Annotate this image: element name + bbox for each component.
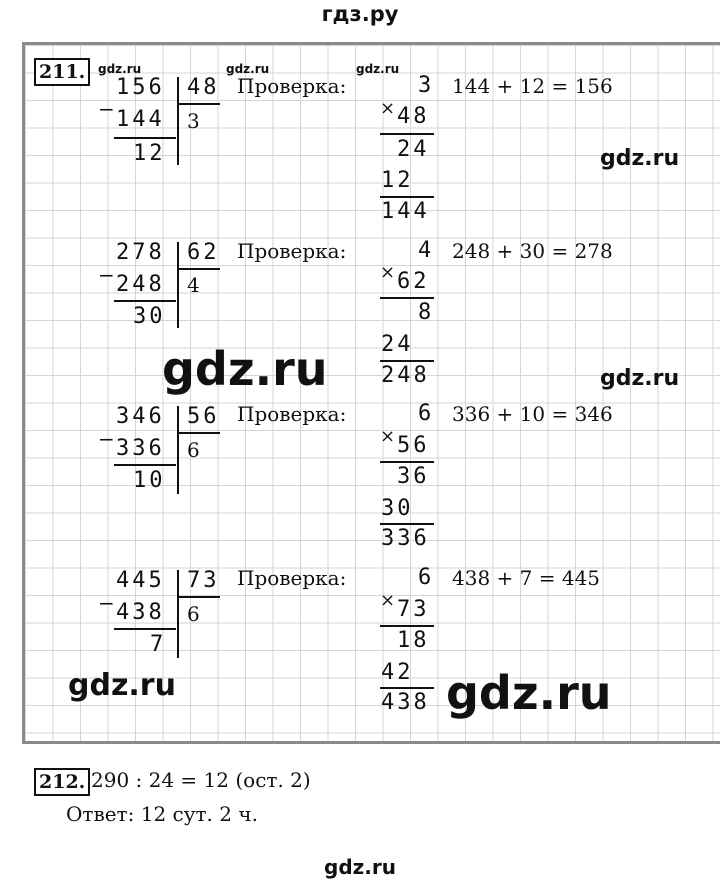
subtrahend: 144 xyxy=(116,107,165,132)
quotient: 4 xyxy=(187,273,200,297)
product-line xyxy=(380,133,434,135)
divisor-underline xyxy=(178,268,220,270)
subtraction-line xyxy=(114,137,176,139)
minus-sign: − xyxy=(98,591,115,615)
product: 336 xyxy=(381,526,430,551)
watermark: gdz.ru xyxy=(226,62,270,76)
remainder: 7 xyxy=(150,632,167,657)
product: 248 xyxy=(381,363,430,388)
division-bar xyxy=(177,242,179,328)
check-label: Проверка: xyxy=(237,566,347,590)
check-equation: 438 + 7 = 445 xyxy=(452,566,601,590)
remainder: 30 xyxy=(133,304,166,329)
multiplier-top: 6 xyxy=(418,565,435,590)
remainder: 12 xyxy=(133,141,166,166)
multiplier-bottom: 48 xyxy=(397,104,430,129)
times-sign: × xyxy=(380,262,396,283)
watermark: gdz.ru xyxy=(600,146,680,171)
divisor: 73 xyxy=(187,568,220,593)
times-sign: × xyxy=(380,98,396,119)
division-bar xyxy=(177,77,179,165)
footer-watermark: gdz.ru xyxy=(324,855,396,879)
partial-product-2: 24 xyxy=(381,332,414,357)
task-212-number: 212. xyxy=(34,768,90,796)
partial-product-1: 24 xyxy=(397,137,430,162)
multiplier-top: 4 xyxy=(418,238,435,263)
divisor-underline xyxy=(178,596,220,598)
product-line xyxy=(380,625,434,627)
divisor: 56 xyxy=(187,404,220,429)
subtrahend: 336 xyxy=(116,436,165,461)
divisor-underline xyxy=(178,103,220,105)
check-label: Проверка: xyxy=(237,402,347,426)
task-211-number: 211. xyxy=(34,58,90,86)
sum-line xyxy=(380,523,434,525)
quotient: 6 xyxy=(187,602,200,626)
sum-line xyxy=(380,196,434,198)
minus-sign: − xyxy=(98,97,115,121)
site-header: гдз.ру xyxy=(321,2,399,26)
divisor: 62 xyxy=(187,240,220,265)
division-bar xyxy=(177,570,179,658)
times-sign: × xyxy=(380,426,396,447)
watermark: gdz.ru xyxy=(600,366,680,391)
subtrahend: 248 xyxy=(116,272,165,297)
dividend: 278 xyxy=(116,240,165,265)
watermark-large: gdz.ru xyxy=(446,666,612,720)
quotient: 6 xyxy=(187,438,200,462)
multiplier-top: 3 xyxy=(418,73,435,98)
dividend: 445 xyxy=(116,568,165,593)
task-212-answer: Ответ: 12 сут. 2 ч. xyxy=(66,802,258,826)
product-line xyxy=(380,297,434,299)
partial-product-1: 8 xyxy=(418,300,435,325)
watermark-large: gdz.ru xyxy=(162,342,328,396)
partial-product-2: 30 xyxy=(381,496,414,521)
dividend: 156 xyxy=(116,75,165,100)
remainder: 10 xyxy=(133,468,166,493)
task-212-expression: 290 : 24 = 12 (ост. 2) xyxy=(91,768,311,792)
divisor: 48 xyxy=(187,75,220,100)
sum-line xyxy=(380,360,434,362)
minus-sign: − xyxy=(98,263,115,287)
watermark: gdz.ru xyxy=(356,62,400,76)
multiplier-bottom: 73 xyxy=(397,597,430,622)
multiplier-top: 6 xyxy=(418,401,435,426)
partial-product-2: 42 xyxy=(381,660,414,685)
dividend: 346 xyxy=(116,404,165,429)
check-label: Проверка: xyxy=(237,239,347,263)
subtraction-line xyxy=(114,464,176,466)
check-equation: 336 + 10 = 346 xyxy=(452,402,613,426)
check-equation: 248 + 30 = 278 xyxy=(452,239,613,263)
divisor-underline xyxy=(178,432,220,434)
product: 438 xyxy=(381,690,430,715)
subtraction-line xyxy=(114,628,176,630)
subtrahend: 438 xyxy=(116,600,165,625)
division-bar xyxy=(177,406,179,494)
quotient: 3 xyxy=(187,109,200,133)
partial-product-1: 36 xyxy=(397,464,430,489)
partial-product-1: 18 xyxy=(397,628,430,653)
watermark: gdz.ru xyxy=(98,62,142,76)
subtraction-line xyxy=(114,300,176,302)
product: 144 xyxy=(381,199,430,224)
product-line xyxy=(380,461,434,463)
times-sign: × xyxy=(380,590,396,611)
multiplier-bottom: 62 xyxy=(397,269,430,294)
minus-sign: − xyxy=(98,427,115,451)
check-label: Проверка: xyxy=(237,74,347,98)
check-equation: 144 + 12 = 156 xyxy=(452,74,613,98)
sum-line xyxy=(380,687,434,689)
multiplier-bottom: 56 xyxy=(397,433,430,458)
watermark: gdz.ru xyxy=(68,668,176,703)
partial-product-2: 12 xyxy=(381,168,414,193)
